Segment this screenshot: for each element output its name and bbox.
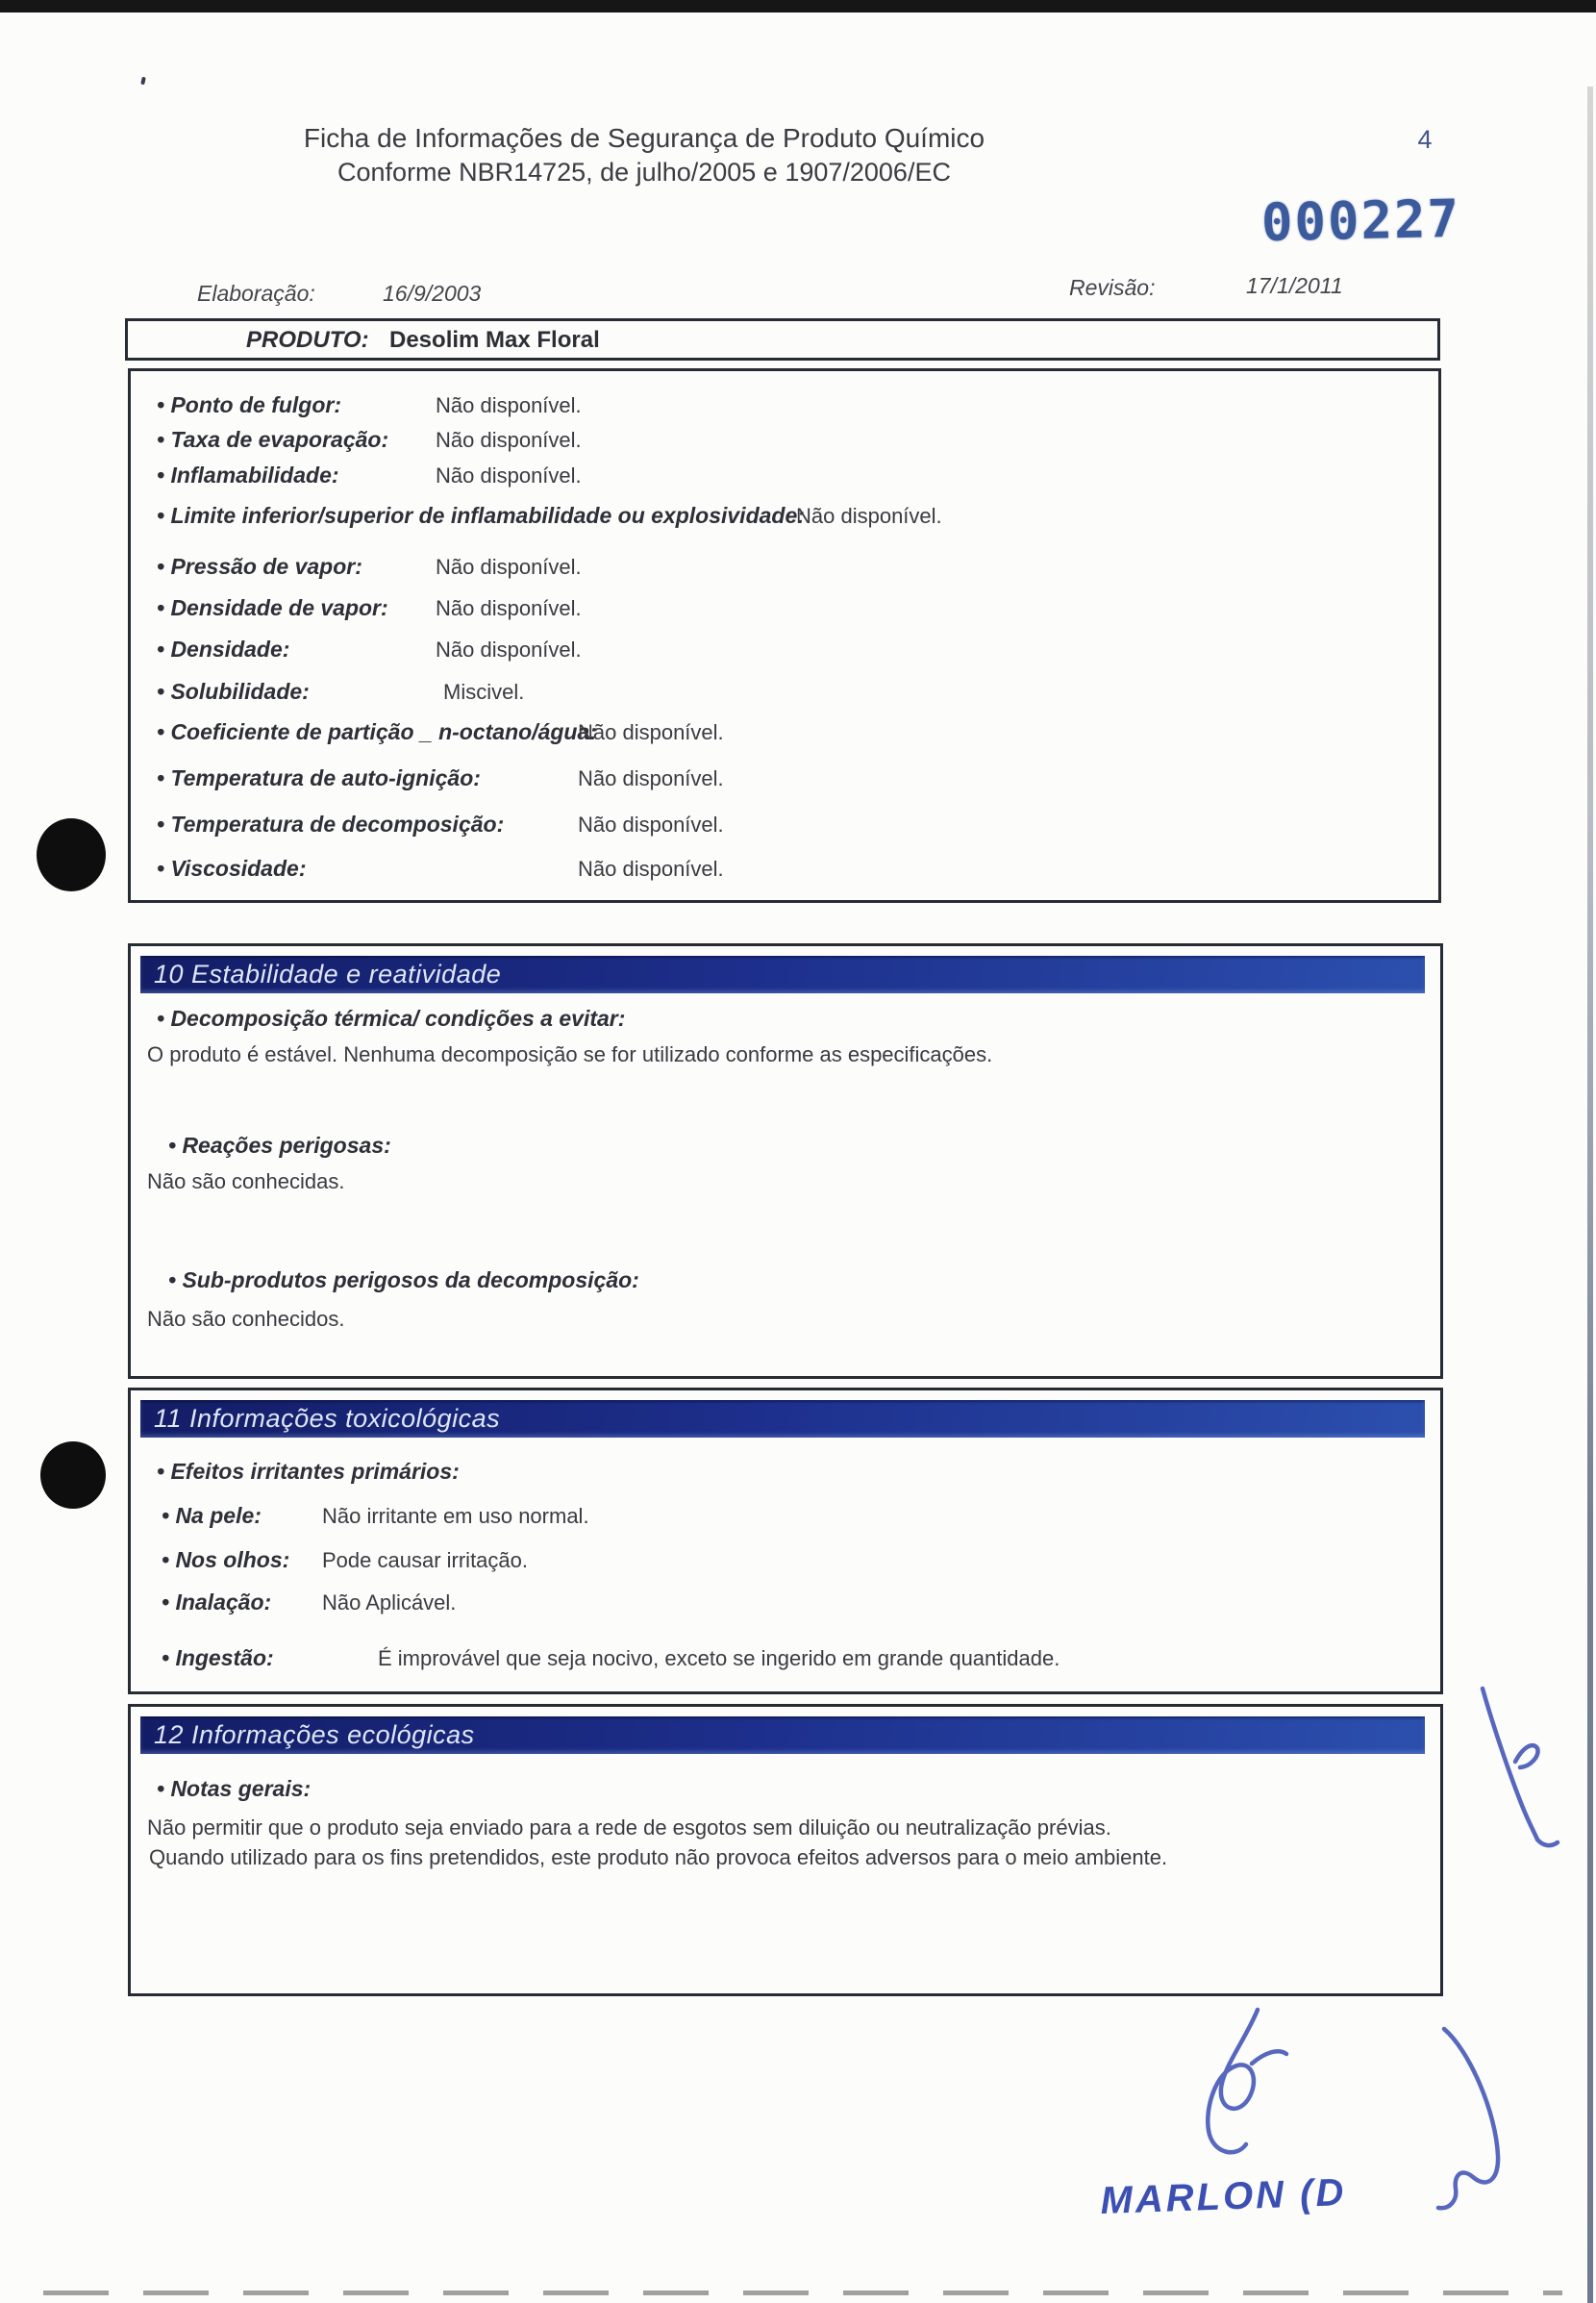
handwritten-name: MARLON (D [1099,2171,1348,2222]
tox-value: Pode causar irritação. [322,1548,528,1572]
property-row [157,679,1407,708]
property-label: • Taxa de evaporação: [157,427,389,452]
tox-label: • Nos olhos: [162,1547,290,1572]
scan-artifact-ink-speck [140,77,146,86]
revisao-date: 17/1/2011 [1246,273,1343,298]
punch-hole-mark [37,818,106,891]
product-box [125,318,1440,361]
scan-artifact-bottom-dashes [43,2290,1562,2295]
tox-value: Não irritante em uso normal. [322,1504,589,1528]
section-11-title: 11 Informações toxicológicas [154,1404,501,1433]
elaboracao-label: Elaboração: [197,281,315,306]
property-row [157,595,1407,624]
pen-stroke-checkmark [1483,1689,1537,1840]
tox-label: • Na pele: [162,1503,262,1528]
property-row [157,427,1407,456]
elaboracao-date: 16/9/2003 [383,281,482,306]
property-label: • Solubilidade: [157,679,310,704]
product-label: PRODUTO: [246,327,369,353]
document-title-line1: Ficha de Informações de Segurança de Produto Químico [303,123,985,153]
section-10-sub3-text: Não são conhecidos. [147,1307,345,1331]
property-value: Não disponível. [436,463,582,488]
physical-properties-box [128,368,1441,903]
tox-value: Não Aplicável. [322,1590,457,1615]
property-value: Não disponível. [436,638,582,662]
tox-row [162,1645,1411,1674]
property-row [157,856,1407,885]
pen-loop [1438,2029,1498,2208]
property-value: Não disponível. [578,720,724,744]
document-title-line2: Conforme NBR14725, de julho/2005 e 1907/2006/EC [337,158,951,187]
property-value: Não disponível. [578,857,724,881]
tox-row [162,1503,1411,1532]
revisao-label: Revisão: [1069,275,1156,300]
tox-label: • Inalação: [162,1590,272,1615]
property-row [157,503,1407,532]
property-value: Miscivel. [443,680,525,704]
property-value: Não disponível. [796,504,942,528]
property-label: • Densidade: [157,637,290,662]
property-label: • Limite inferior/superior de inflamabilidade ou explosividade: [157,503,805,528]
property-value: Não disponível. [578,766,724,790]
section-12-line1: Não permitir que o produto seja enviado para a rede de esgotos sem diluição ou neutralização prévias. [147,1815,1111,1840]
section-12-header-bar [140,1716,1425,1754]
scan-artifact-right-edge [1587,87,1593,2303]
tox-value: É improvável que seja nocivo, exceto se ingerido em grande quantidade. [378,1646,1060,1670]
property-label: • Temperatura de auto-ignição: [157,765,481,790]
signature-flick [1252,2051,1286,2064]
property-value: Não disponível. [436,428,582,452]
section-10-box [128,943,1443,1379]
section-10-sub2-text: Não são conhecidas. [147,1169,345,1193]
tox-row [162,1547,1411,1576]
section-10-header-bar [140,956,1425,993]
tox-label: • Ingestão: [162,1645,274,1670]
property-label: • Temperatura de decomposição: [157,812,505,837]
section-11-header-bar [140,1400,1425,1438]
section-10-sub1-text: O produto é estável. Nenhuma decomposição se for utilizado conforme as especificações. [147,1042,993,1066]
section-11-box [128,1388,1443,1694]
property-row [157,392,1407,421]
section-10-sub3-label: • Sub-produtos perigosos da decomposição: [168,1267,639,1292]
property-value: Não disponível. [436,555,582,579]
property-label: • Ponto de fulgor: [157,392,342,417]
property-label: • Inflamabilidade: [157,463,339,488]
property-value: Não disponível. [578,813,724,837]
section-12-box [128,1704,1443,1996]
property-value: Não disponível. [436,596,582,620]
tox-row [162,1590,1411,1618]
property-row [157,463,1407,491]
property-value: Não disponível. [436,393,582,417]
stamp-number: 000227 [1260,188,1461,254]
page-number: 4 [1417,125,1433,154]
section-12-title: 12 Informações ecológicas [154,1720,475,1749]
property-row [157,719,1407,748]
signature-flourish [1208,2010,1258,2152]
section-10-title: 10 Estabilidade e reatividade [154,960,502,989]
section-11-heading: • Efeitos irritantes primários: [157,1459,460,1484]
pen-stroke-checkmark-loop [1515,1745,1538,1767]
property-label: • Densidade de vapor: [157,595,388,620]
property-row [157,765,1407,794]
property-label: • Coeficiente de partição _ n-octano/água: [157,719,597,744]
scan-artifact-top-bar [0,0,1596,13]
section-12-line2: Quando utilizado para os fins pretendidos, este produto não provoca efeitos adversos para o meio ambiente. [149,1845,1168,1869]
section-12-heading: • Notas gerais: [157,1776,312,1801]
property-row [157,637,1407,665]
product-name: Desolim Max Floral [389,327,600,353]
property-label: • Viscosidade: [157,856,307,881]
section-10-sub1-label: • Decomposição térmica/ condições a evitar: [157,1006,626,1031]
pen-stroke-checkmark-tail [1537,1840,1558,1845]
property-row [157,812,1407,840]
punch-hole-mark [40,1441,106,1509]
property-label: • Pressão de vapor: [157,554,362,579]
section-10-sub2-label: • Reações perigosas: [168,1133,391,1158]
property-row [157,554,1407,583]
